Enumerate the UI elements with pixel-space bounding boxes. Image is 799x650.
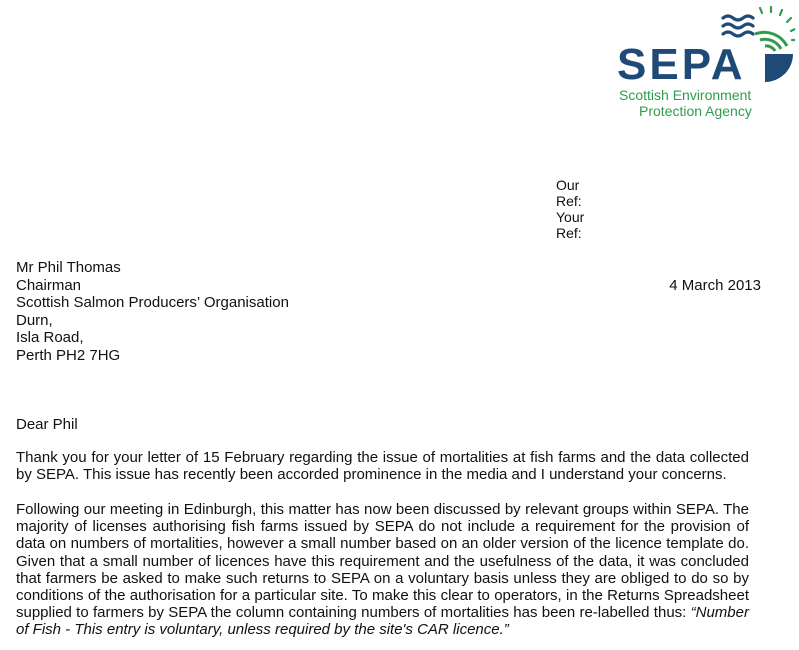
body-paragraph-2 [16, 501, 749, 639]
recipient-organisation: Scottish Salmon Producers’ Organisation [16, 294, 289, 311]
sepa-logo [615, 6, 795, 118]
salutation: Dear Phil [16, 416, 78, 433]
recipient-address [16, 259, 289, 364]
body-paragraph-2-text: Following our meeting in Edinburgh, this matter has now been discussed by relevant groups within SEPA. The majority of licenses authorising fish farms issued by SEPA do not include a requirement for the provision of data on numbers of mortalities, however a small number based on an older version of the licence template do. Given that a small number of licences have this requirement and the usefulness of the data, it was concluded that farmers be asked to make such returns to SEPA on a voluntary basis unless they are obliged to do so by conditions of the authorisation for a particular site. To make this clear to operators, in the Returns Spreadsheet supplied to farmers by SEPA the column containing numbers of mortalities has been re-labelled thus: [16, 501, 749, 622]
recipient-name: Mr Phil Thomas [16, 259, 121, 276]
your-ref-label: Your Ref: [556, 209, 585, 241]
our-ref-label: Our Ref: [556, 177, 582, 209]
recipient-title: Chairman [16, 276, 82, 294]
address-postcode: Perth PH2 7HG [16, 346, 121, 364]
address-line: Isla Road, [16, 329, 84, 346]
logo-tagline-line2: Protection Agency [639, 103, 752, 119]
letter-date: 4 March 2013 [669, 277, 761, 294]
address-line: Durn, [16, 311, 53, 329]
voluntary-entry-quote: “Number of Fish - This entry is voluntary, unless required by the site's CAR licence.” [16, 604, 749, 639]
logo-tagline-line1: Scottish Environment [619, 87, 752, 103]
body-paragraph-1: Thank you for your letter of 15 February regarding the issue of mortalities at fish farms and the data collected by SEPA. This issue has recently been accorded prominence in the media and I understand your concerns. [16, 449, 749, 484]
sepa-wordmark: SEPA [617, 40, 746, 89]
